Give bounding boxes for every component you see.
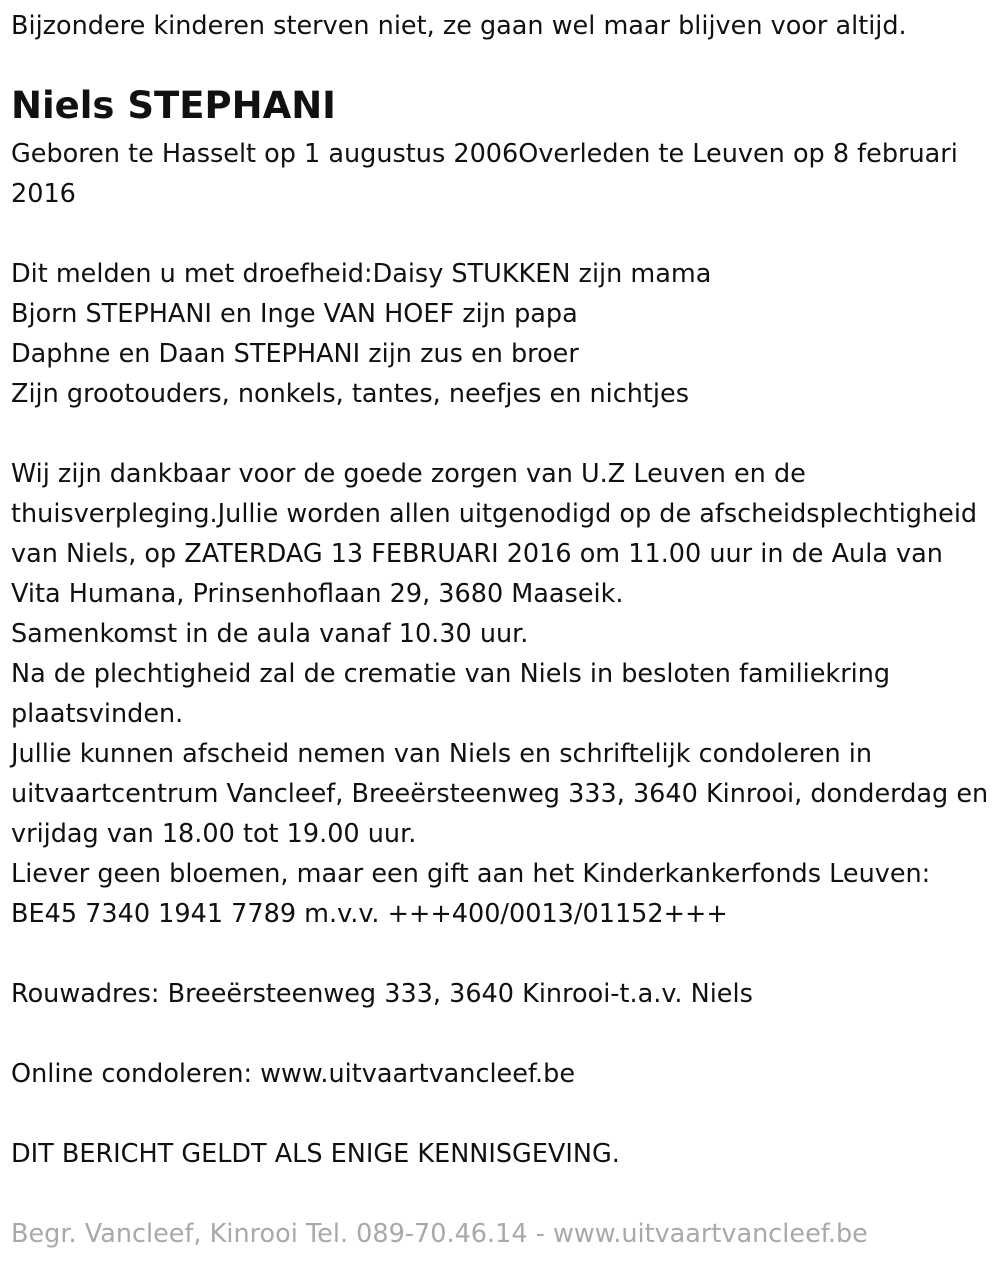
family-line-parents: Bjorn STEPHANI en Inge VAN HOEF zijn papa bbox=[11, 299, 578, 329]
funeral-home-footer: Begr. Vancleef, Kinrooi Tel. 089-70.46.14 - www.uitvaartvancleef.be bbox=[11, 1219, 868, 1249]
ceremony-text: Wij zijn dankbaar voor de goede zorgen van U.Z Leuven en de thuisverpleging.Jullie worden allen uitgenodigd op de afscheidsplechtigheid van Niels, op ZATERDAG 13 FEBRUARI 2016 om 11.00 uur in de Aula van Vita Humana, Prinsenhoflaan 29, 3680 Maaseik. bbox=[11, 459, 978, 609]
birth-death-section bbox=[11, 134, 993, 214]
sole-notice: DIT BERICHT GELDT ALS ENIGE KENNISGEVING. bbox=[11, 1139, 620, 1169]
mourning-address: Rouwadres: Breeërsteenweg 333, 3640 Kinrooi-t.a.v. Niels bbox=[11, 979, 753, 1009]
online-condolence: Online condoleren: www.uitvaartvancleef.be bbox=[11, 1059, 576, 1089]
birth-death-text: Geboren te Hasselt op 1 augustus 2006Overleden te Leuven op 8 februari 2016 bbox=[11, 139, 958, 209]
gift-text: Liever geen bloemen, maar een gift aan het Kinderkankerfonds Leuven: BE45 7340 1941 7789 m.v.v. +++400/0013/01152+++ bbox=[11, 859, 931, 929]
family-line-relatives: Zijn grootouders, nonkels, tantes, neefjes en nichtjes bbox=[11, 379, 689, 409]
mourning-address-section bbox=[11, 974, 993, 1014]
family-intro: Dit melden u met droefheid:Daisy STUKKEN zijn mama bbox=[11, 259, 712, 289]
family-line-siblings: Daphne en Daan STEPHANI zijn zus en broer bbox=[11, 339, 579, 369]
cremation-text: Na de plechtigheid zal de crematie van Niels in besloten familiekring plaatsvinden. bbox=[11, 659, 891, 729]
opening-quote: Bijzondere kinderen sterven niet, ze gaan wel maar blijven voor altijd. bbox=[11, 11, 907, 41]
gathering-text: Samenkomst in de aula vanaf 10.30 uur. bbox=[11, 619, 529, 649]
family-section bbox=[11, 254, 993, 414]
ceremony-section bbox=[11, 454, 993, 934]
online-condolence-section bbox=[11, 1054, 993, 1094]
deceased-name: Niels STEPHANI bbox=[11, 84, 336, 127]
farewell-text: Jullie kunnen afscheid nemen van Niels en schriftelijk condoleren in uitvaartcentrum Vancleef, Breeërsteenweg 333, 3640 Kinrooi, donderdag en vrijdag van 18.00 tot 19.00 uur. bbox=[11, 739, 989, 849]
notice-section bbox=[11, 1134, 993, 1174]
